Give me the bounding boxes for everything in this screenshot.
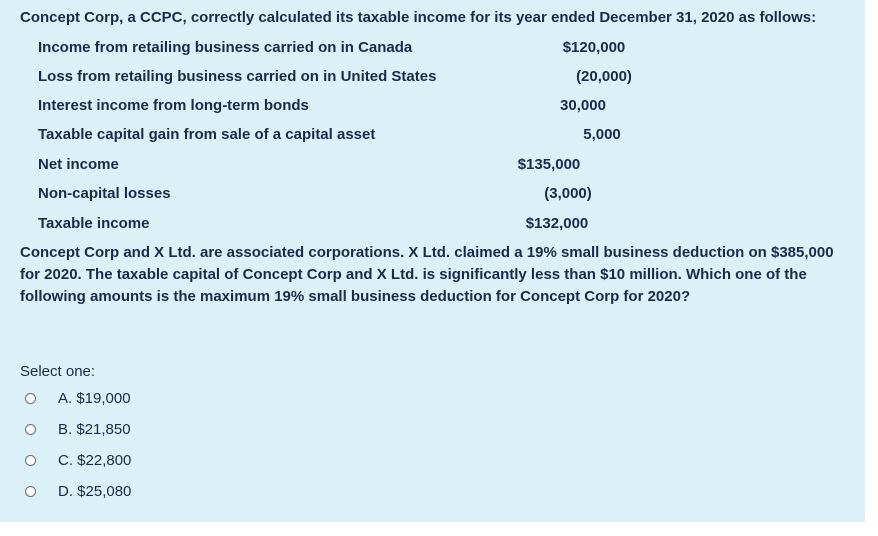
row-amount-canada-income: $120,000 bbox=[562, 39, 626, 56]
answer-option-d[interactable] bbox=[25, 480, 131, 502]
row-amount-capital-gain: 5,000 bbox=[583, 126, 621, 143]
row-amount-taxable-income: $132,000 bbox=[525, 215, 589, 232]
answer-option-b[interactable] bbox=[25, 418, 131, 440]
row-label-capital-gain: Taxable capital gain from sale of a capital asset bbox=[38, 126, 376, 143]
row-label-us-loss: Loss from retailing business carried on in United States bbox=[38, 68, 437, 85]
radio-button[interactable] bbox=[25, 393, 36, 404]
row-label-interest-income: Interest income from long-term bonds bbox=[38, 97, 309, 114]
select-one-prompt: Select one: bbox=[20, 363, 96, 380]
answer-option-c[interactable] bbox=[25, 449, 131, 471]
answer-option-label: C. $22,800 bbox=[58, 451, 132, 469]
row-amount-net-income: $135,000 bbox=[517, 156, 581, 173]
radio-button[interactable] bbox=[25, 486, 36, 497]
row-amount-non-capital-losses: (3,000) bbox=[544, 185, 592, 202]
radio-button[interactable] bbox=[25, 424, 36, 435]
radio-button[interactable] bbox=[25, 455, 36, 466]
answer-option-label: D. $25,080 bbox=[58, 482, 132, 500]
question-intro: Concept Corp, a CCPC, correctly calculated its taxable income for its year ended December 31, 2020 as follows: bbox=[20, 9, 817, 26]
question-body: Concept Corp and X Ltd. are associated corporations. X Ltd. claimed a 19% small business deduction on $385,000 for 2020. The taxable capital of Concept Corp and X Ltd. is significantly less than $10 million. Which one of the following amounts is the maximum 19% small business deduction for Concept Corp for 2020? bbox=[20, 244, 834, 305]
answer-option-label: A. $19,000 bbox=[58, 389, 131, 407]
row-label-net-income: Net income bbox=[38, 156, 119, 173]
row-label-non-capital-losses: Non-capital losses bbox=[38, 185, 171, 202]
answer-option-label: B. $21,850 bbox=[58, 420, 131, 438]
row-label-canada-income: Income from retailing business carried on in Canada bbox=[38, 39, 413, 56]
answer-option-a[interactable] bbox=[25, 387, 131, 409]
row-label-taxable-income: Taxable income bbox=[38, 215, 150, 232]
row-amount-us-loss: (20,000) bbox=[576, 68, 632, 85]
row-amount-interest-income: 30,000 bbox=[560, 97, 606, 114]
